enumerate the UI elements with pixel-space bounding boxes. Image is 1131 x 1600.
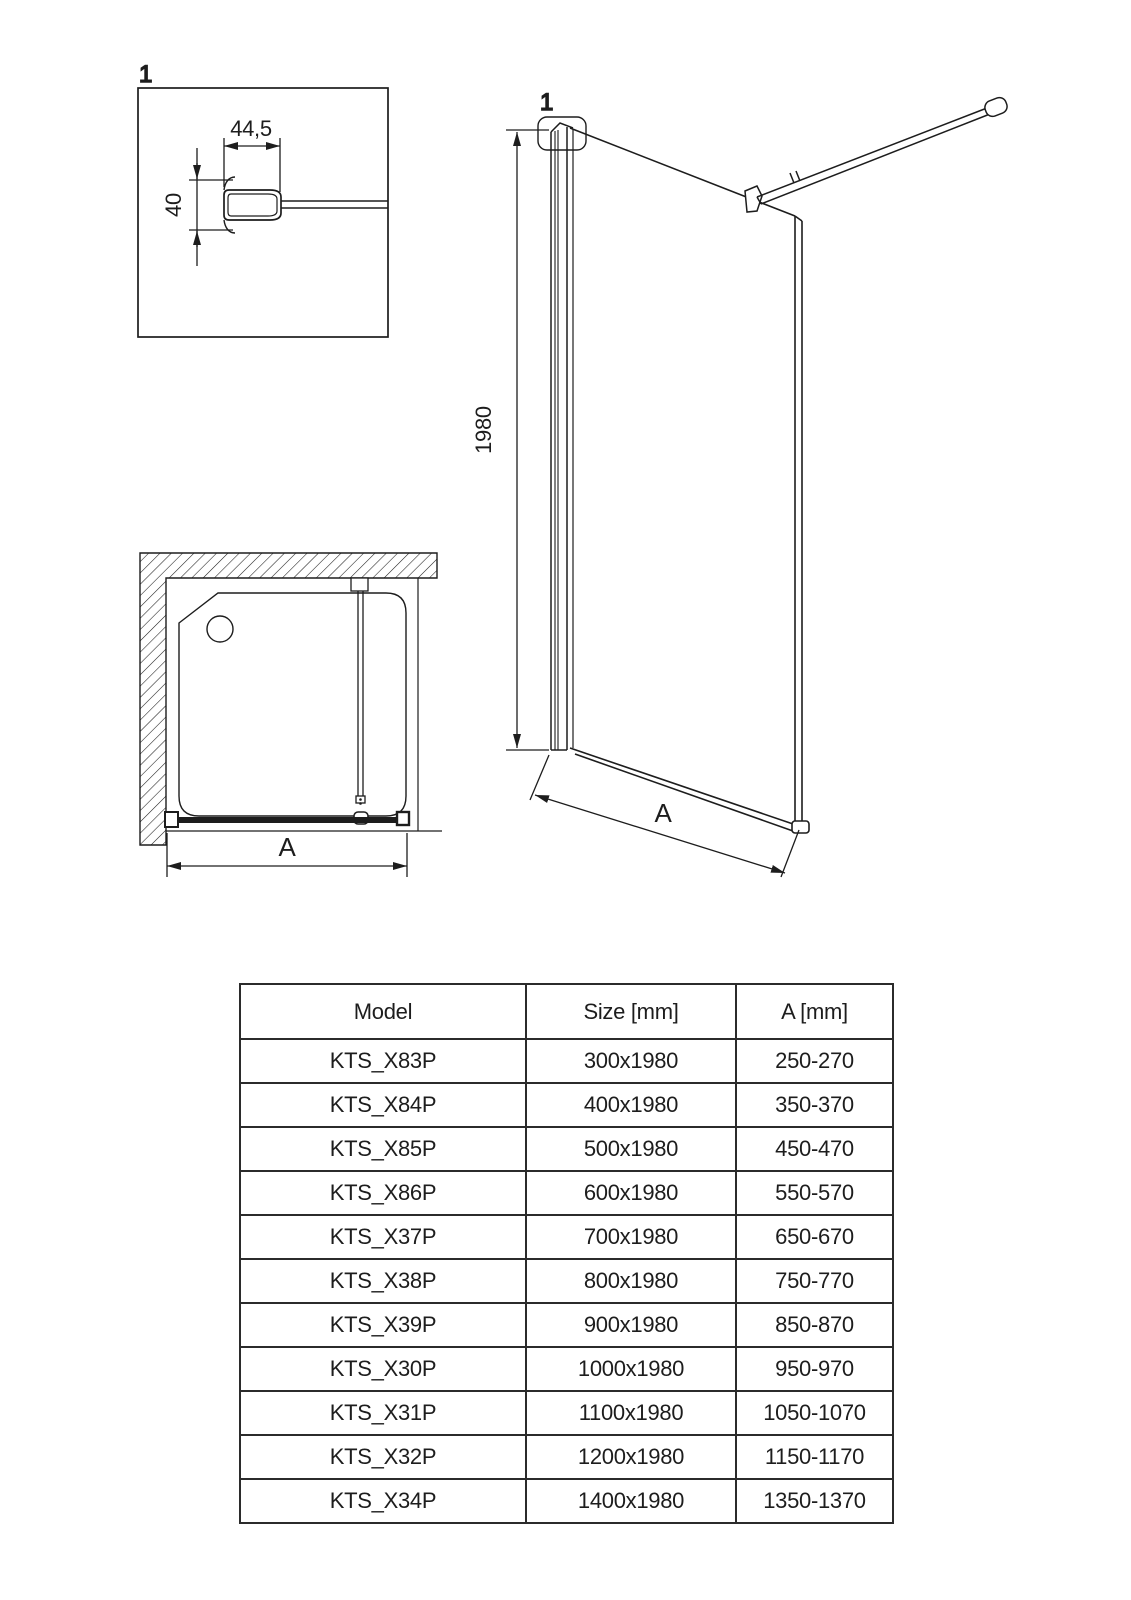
size-cell: 1400x1980 xyxy=(526,1479,736,1523)
spec-table xyxy=(239,983,894,1524)
model-cell: KTS_X37P xyxy=(240,1215,526,1259)
a-cell: 1050-1070 xyxy=(736,1391,893,1435)
wall-hatched xyxy=(140,553,437,845)
size-cell: 400x1980 xyxy=(526,1083,736,1127)
model-cell: KTS_X30P xyxy=(240,1347,526,1391)
plan-width-dim-label: A xyxy=(278,832,296,862)
glass-bottom-corner-cap xyxy=(792,821,809,833)
a-cell: 850-870 xyxy=(736,1303,893,1347)
glass-wall-bracket xyxy=(165,812,178,827)
size-cell: 1200x1980 xyxy=(526,1435,736,1479)
glass-clamp xyxy=(745,186,762,212)
model-cell: KTS_X86P xyxy=(240,1171,526,1215)
detail-height-dim-label: 40 xyxy=(161,193,186,217)
a-cell: 550-570 xyxy=(736,1171,893,1215)
elevation-width-dim-label: A xyxy=(654,798,672,828)
size-cell: 1100x1980 xyxy=(526,1391,736,1435)
glass-end-cap xyxy=(397,812,409,825)
table-row xyxy=(240,1171,893,1215)
support-arm xyxy=(745,96,1009,212)
a-cell: 750-770 xyxy=(736,1259,893,1303)
elevation-drawing xyxy=(471,89,1009,877)
size-cell: 300x1980 xyxy=(526,1039,736,1083)
shower-tray xyxy=(179,593,406,816)
model-cell: KTS_X34P xyxy=(240,1479,526,1523)
a-cell: 1150-1170 xyxy=(736,1435,893,1479)
table-row xyxy=(240,1347,893,1391)
glass-edge-section xyxy=(281,201,388,208)
table-row xyxy=(240,1479,893,1523)
glass-bottom-edge-rear xyxy=(570,748,796,825)
table-row xyxy=(240,1259,893,1303)
drain xyxy=(207,616,233,642)
glass-bottom-edge-front xyxy=(575,754,793,831)
model-cell: KTS_X31P xyxy=(240,1391,526,1435)
header-size: Size [mm] xyxy=(526,984,736,1039)
detail-callout-label: 1 xyxy=(139,61,153,88)
size-cell: 800x1980 xyxy=(526,1259,736,1303)
size-cell: 900x1980 xyxy=(526,1303,736,1347)
header-a: A [mm] xyxy=(736,984,893,1039)
table-row xyxy=(240,1083,893,1127)
header-model: Model xyxy=(240,984,526,1039)
model-cell: KTS_X38P xyxy=(240,1259,526,1303)
glass-top-edge xyxy=(570,128,795,216)
wall-profile-elevation xyxy=(551,123,573,750)
table-header-row xyxy=(240,984,893,1039)
seal-bottom xyxy=(224,220,235,233)
table-row xyxy=(240,1039,893,1083)
elevation-callout-label: 1 xyxy=(540,89,554,116)
plan-width-dimension xyxy=(167,832,407,877)
wall-profile-section xyxy=(224,177,281,233)
model-cell: KTS_X32P xyxy=(240,1435,526,1479)
model-cell: KTS_X85P xyxy=(240,1127,526,1171)
arm-collar xyxy=(796,171,800,181)
table-row xyxy=(240,1391,893,1435)
plan-drawing xyxy=(140,553,442,877)
a-cell: 350-370 xyxy=(736,1083,893,1127)
size-cell: 1000x1980 xyxy=(526,1347,736,1391)
a-cell: 1350-1370 xyxy=(736,1479,893,1523)
size-cell: 600x1980 xyxy=(526,1171,736,1215)
brace-wall-block xyxy=(351,578,368,591)
model-cell: KTS_X39P xyxy=(240,1303,526,1347)
detail-drawing xyxy=(138,61,388,337)
elevation-height-dimension xyxy=(471,130,549,750)
detail-width-dim-label: 44,5 xyxy=(230,116,272,141)
arm-collar xyxy=(790,173,794,183)
enclosure-outline xyxy=(166,578,442,831)
elevation-callout-frame xyxy=(538,117,586,150)
seal-top xyxy=(224,177,235,190)
size-cell: 700x1980 xyxy=(526,1215,736,1259)
glass-top-view xyxy=(165,812,409,827)
table-row xyxy=(240,1435,893,1479)
model-cell: KTS_X84P xyxy=(240,1083,526,1127)
size-cell: 500x1980 xyxy=(526,1127,736,1171)
table-row xyxy=(240,1303,893,1347)
a-cell: 250-270 xyxy=(736,1039,893,1083)
a-cell: 450-470 xyxy=(736,1127,893,1171)
table-row xyxy=(240,1215,893,1259)
a-cell: 950-970 xyxy=(736,1347,893,1391)
model-cell: KTS_X83P xyxy=(240,1039,526,1083)
glass-panel xyxy=(570,128,809,833)
table-row xyxy=(240,1127,893,1171)
brace-top-view xyxy=(351,578,368,824)
elevation-width-dimension xyxy=(530,755,799,877)
detail-height-dimension xyxy=(161,148,233,266)
a-cell: 650-670 xyxy=(736,1215,893,1259)
elevation-height-dim-label: 1980 xyxy=(471,406,496,454)
